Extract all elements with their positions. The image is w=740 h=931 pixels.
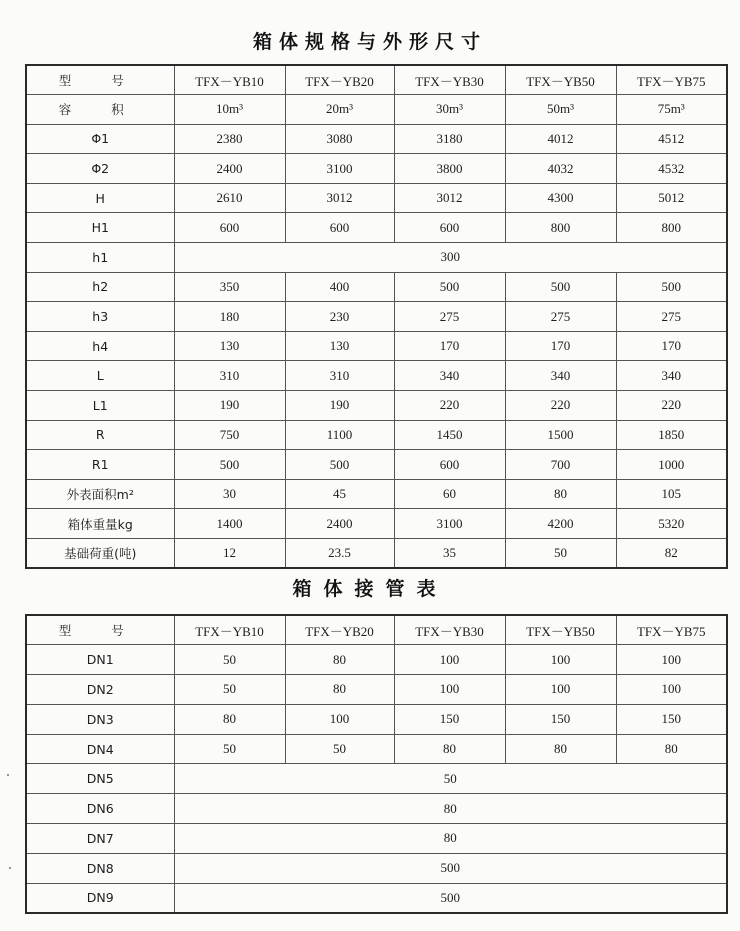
row-label: DN8 — [26, 853, 174, 883]
cell-value: 5320 — [616, 509, 727, 539]
cell-value: 600 — [394, 450, 505, 480]
cell-value: 50 — [505, 539, 616, 569]
cell-value: 35 — [394, 539, 505, 569]
table-row — [26, 675, 727, 705]
cell-value: 150 — [616, 704, 727, 734]
cell-value: 3080 — [285, 124, 394, 154]
row-label: DN2 — [26, 675, 174, 705]
cell-value: 275 — [394, 302, 505, 332]
model-name: TFX－YB50 — [505, 65, 616, 95]
cell-value: 100 — [285, 704, 394, 734]
row-label: DN5 — [26, 764, 174, 794]
row-label: DN7 — [26, 824, 174, 854]
row-label: L1 — [26, 391, 174, 421]
cell-value: 150 — [394, 704, 505, 734]
cell-value: 100 — [394, 645, 505, 675]
cell-value: 100 — [394, 675, 505, 705]
pipe-table-title: 箱体接管表 — [292, 578, 448, 600]
cell-value: 2380 — [174, 124, 285, 154]
cell-value: 4032 — [505, 154, 616, 184]
cell-value: 600 — [174, 213, 285, 243]
cell-value: 82 — [616, 539, 727, 569]
cell-value: 500 — [174, 450, 285, 480]
cell-value: 50 — [285, 734, 394, 764]
cell-value: 340 — [505, 361, 616, 391]
cell-value: 12 — [174, 539, 285, 569]
merged-cell-value: 80 — [174, 824, 727, 854]
table-row — [26, 539, 727, 569]
cell-value: 170 — [616, 331, 727, 361]
cell-value: 180 — [174, 302, 285, 332]
cell-value: 1100 — [285, 420, 394, 450]
table-row — [26, 331, 727, 361]
cell-value: 100 — [505, 675, 616, 705]
cell-value: 190 — [174, 391, 285, 421]
cell-value: 340 — [394, 361, 505, 391]
table-row — [26, 154, 727, 184]
cell-value: 80 — [616, 734, 727, 764]
spec-table-title: 箱体规格与外形尺寸 — [252, 31, 487, 53]
cell-value: 750 — [174, 420, 285, 450]
cell-value: 310 — [174, 361, 285, 391]
table-row — [26, 302, 727, 332]
cell-value: 3800 — [394, 154, 505, 184]
cell-value: 220 — [505, 391, 616, 421]
row-label: h2 — [26, 272, 174, 302]
volume-label: 容 积 — [26, 95, 174, 125]
table-row — [26, 95, 727, 125]
cell-value: 80 — [394, 734, 505, 764]
cell-value: 60 — [394, 479, 505, 509]
volume-value: 10m³ — [174, 95, 285, 125]
table-row — [26, 243, 727, 273]
cell-value: 4200 — [505, 509, 616, 539]
table-row — [26, 213, 727, 243]
row-label: DN9 — [26, 883, 174, 913]
model-name: TFX－YB75 — [616, 65, 727, 95]
table-row — [26, 853, 727, 883]
cell-value: 500 — [285, 450, 394, 480]
table-row — [26, 450, 727, 480]
cell-value: 800 — [616, 213, 727, 243]
cell-value: 3100 — [285, 154, 394, 184]
merged-cell-value: 80 — [174, 794, 727, 824]
merged-cell-value: 500 — [174, 853, 727, 883]
cell-value: 5012 — [616, 183, 727, 213]
table-row — [26, 645, 727, 675]
cell-value: 80 — [285, 675, 394, 705]
row-label: h4 — [26, 331, 174, 361]
model-name: TFX－YB50 — [505, 615, 616, 645]
cell-value: 50 — [174, 675, 285, 705]
cell-value: 170 — [505, 331, 616, 361]
cell-value: 190 — [285, 391, 394, 421]
table-row — [26, 361, 727, 391]
cell-value: 500 — [505, 272, 616, 302]
scan-speck — [9, 867, 11, 869]
row-label: DN3 — [26, 704, 174, 734]
row-label: 基础荷重(吨) — [26, 539, 174, 569]
pipe-connection-table — [25, 614, 728, 914]
cell-value: 3180 — [394, 124, 505, 154]
row-label: DN4 — [26, 734, 174, 764]
row-label: 箱体重量kg — [26, 509, 174, 539]
cell-value: 45 — [285, 479, 394, 509]
cell-value: 130 — [285, 331, 394, 361]
model-name: TFX－YB10 — [174, 65, 285, 95]
cell-value: 310 — [285, 361, 394, 391]
cell-value: 170 — [394, 331, 505, 361]
cell-value: 350 — [174, 272, 285, 302]
cell-value: 1400 — [174, 509, 285, 539]
cell-value: 30 — [174, 479, 285, 509]
row-label: DN6 — [26, 794, 174, 824]
row-label: R1 — [26, 450, 174, 480]
cell-value: 80 — [174, 704, 285, 734]
row-label: L — [26, 361, 174, 391]
cell-value: 50 — [174, 734, 285, 764]
cell-value: 400 — [285, 272, 394, 302]
cell-value: 1500 — [505, 420, 616, 450]
cell-value: 500 — [616, 272, 727, 302]
table-row — [26, 824, 727, 854]
merged-cell-value: 300 — [174, 243, 727, 273]
table-row — [26, 420, 727, 450]
cell-value: 4532 — [616, 154, 727, 184]
scan-speck — [7, 774, 9, 776]
row-label: H1 — [26, 213, 174, 243]
model-name: TFX－YB30 — [394, 615, 505, 645]
cell-value: 2610 — [174, 183, 285, 213]
volume-value: 50m³ — [505, 95, 616, 125]
cell-value: 3100 — [394, 509, 505, 539]
table-header-row — [26, 615, 727, 645]
row-label: DN1 — [26, 645, 174, 675]
cell-value: 1450 — [394, 420, 505, 450]
cell-value: 3012 — [394, 183, 505, 213]
cell-value: 4512 — [616, 124, 727, 154]
row-label: Φ2 — [26, 154, 174, 184]
cell-value: 220 — [394, 391, 505, 421]
cell-value: 80 — [505, 479, 616, 509]
cell-value: 150 — [505, 704, 616, 734]
model-name: TFX－YB30 — [394, 65, 505, 95]
cell-value: 1850 — [616, 420, 727, 450]
table-row — [26, 509, 727, 539]
dimensions-table — [25, 64, 728, 569]
merged-cell-value: 50 — [174, 764, 727, 794]
cell-value: 3012 — [285, 183, 394, 213]
cell-value: 80 — [285, 645, 394, 675]
table-row — [26, 764, 727, 794]
merged-cell-value: 500 — [174, 883, 727, 913]
model-name: TFX－YB10 — [174, 615, 285, 645]
table-row — [26, 794, 727, 824]
row-label: H — [26, 183, 174, 213]
row-label: Φ1 — [26, 124, 174, 154]
cell-value: 4012 — [505, 124, 616, 154]
row-label: h1 — [26, 243, 174, 273]
cell-value: 100 — [616, 675, 727, 705]
cell-value: 600 — [285, 213, 394, 243]
cell-value: 275 — [616, 302, 727, 332]
cell-value: 230 — [285, 302, 394, 332]
cell-value: 4300 — [505, 183, 616, 213]
row-label: 外表面积m² — [26, 479, 174, 509]
cell-value: 340 — [616, 361, 727, 391]
cell-value: 23.5 — [285, 539, 394, 569]
cell-value: 100 — [505, 645, 616, 675]
cell-value: 2400 — [285, 509, 394, 539]
cell-value: 2400 — [174, 154, 285, 184]
cell-value: 500 — [394, 272, 505, 302]
row-label: R — [26, 420, 174, 450]
model-name: TFX－YB20 — [285, 65, 394, 95]
cell-value: 700 — [505, 450, 616, 480]
cell-value: 50 — [174, 645, 285, 675]
model-label: 型 号 — [26, 615, 174, 645]
cell-value: 1000 — [616, 450, 727, 480]
table-row — [26, 479, 727, 509]
model-name: TFX－YB20 — [285, 615, 394, 645]
cell-value: 275 — [505, 302, 616, 332]
volume-value: 75m³ — [616, 95, 727, 125]
model-label: 型 号 — [26, 65, 174, 95]
row-label: h3 — [26, 302, 174, 332]
cell-value: 100 — [616, 645, 727, 675]
table-row — [26, 883, 727, 913]
cell-value: 600 — [394, 213, 505, 243]
table-row — [26, 704, 727, 734]
model-name: TFX－YB75 — [616, 615, 727, 645]
table-row — [26, 183, 727, 213]
cell-value: 800 — [505, 213, 616, 243]
cell-value: 105 — [616, 479, 727, 509]
table-row — [26, 391, 727, 421]
cell-value: 220 — [616, 391, 727, 421]
volume-value: 20m³ — [285, 95, 394, 125]
volume-value: 30m³ — [394, 95, 505, 125]
table-header-row — [26, 65, 727, 95]
table-row — [26, 124, 727, 154]
cell-value: 80 — [505, 734, 616, 764]
table-row — [26, 272, 727, 302]
cell-value: 130 — [174, 331, 285, 361]
table-row — [26, 734, 727, 764]
